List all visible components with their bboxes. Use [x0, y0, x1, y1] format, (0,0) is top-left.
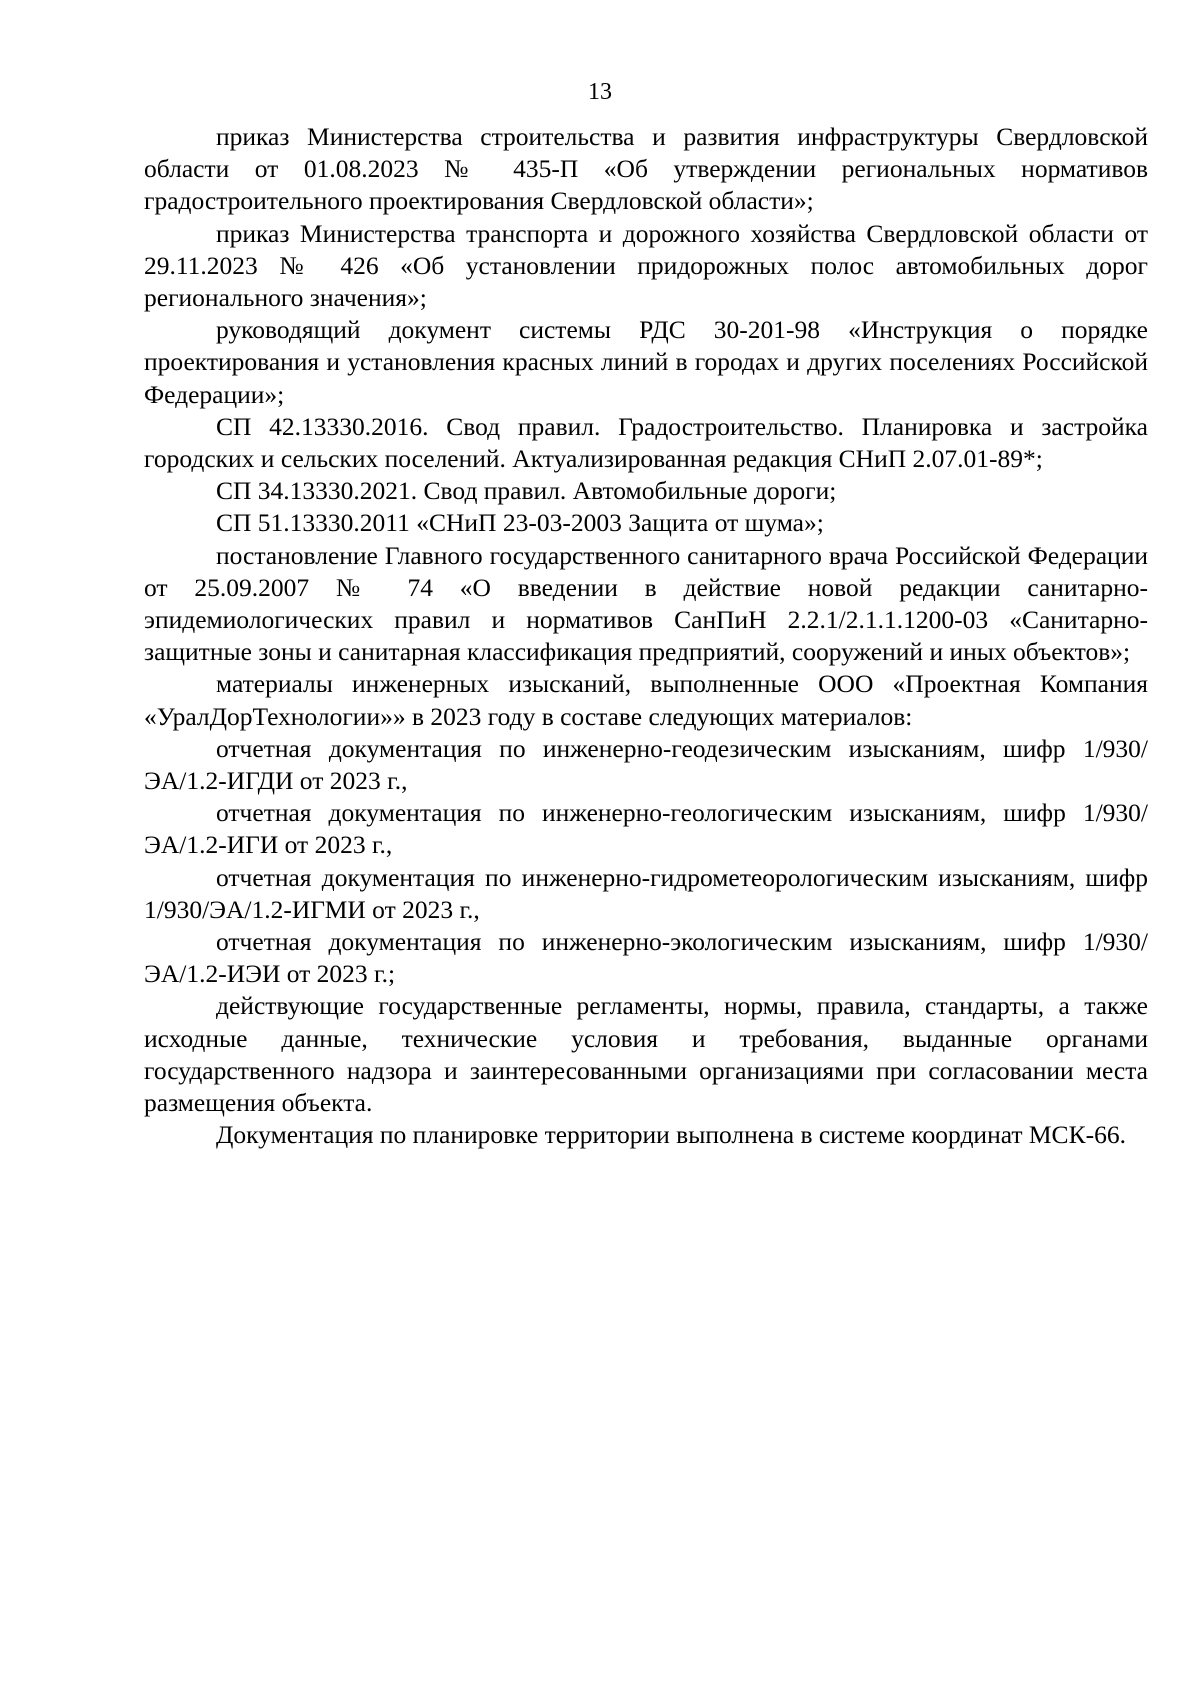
paragraph-regional-norms-order: приказ Министерства строительства и развития инфраструктуры Свердловской области от 01.08.2023 № 435-П «Об утверждении региональных нормативов градостроительного проектирования Свердловской области»;: [144, 122, 1148, 216]
paragraph-geological-survey: отчетная документация по инженерно-геологическим изысканиям, шифр 1/930/ЭА/1.2-ИГИ от 2023 г.,: [144, 798, 1148, 860]
paragraph-rds-red-lines: руководящий документ системы РДС 30-201-98 «Инструкция о порядке проектирования и установления красных линий в городах и других поселениях Российской Федерации»;: [144, 315, 1148, 409]
page-number: 13: [588, 79, 612, 105]
paragraph-sp-51: СП 51.13330.2011 «СНиП 23-03-2003 Защита от шума»;: [216, 508, 824, 538]
paragraph-regulations: действующие государственные регламенты, нормы, правила, стандарты, а также исходные данные, технические условия и требования, выданные органами государственного надзора и заинтересованными организациями при согласовании места размещения объекта.: [144, 991, 1148, 1118]
paragraph-sanpin-resolution: постановление Главного государственного санитарного врача Российской Федерации от 25.09.2007 № 74 «О введении в действие новой редакции санитарно-эпидемиологических правил и нормативов СанПиН 2.2.1/2.1.1.1200-03 «Санитарно-защитные зоны и санитарная классификация предприятий, сооружений и иных объектов»;: [144, 540, 1148, 667]
paragraph-geodetic-survey: отчетная документация по инженерно-геодезическим изысканиям, шифр 1/930/ЭА/1.2-ИГДИ от 2023 г.,: [144, 733, 1148, 796]
paragraph-sp-42: СП 42.13330.2016. Свод правил. Градостроительство. Планировка и застройка городских и сельских поселений. Актуализированная редакция СНиП 2.07.01-89*;: [144, 411, 1148, 474]
paragraph-coordinate-system: Документация по планировке территории выполнена в системе координат МСК-66.: [216, 1120, 1126, 1150]
document-body: [144, 121, 1148, 1152]
paragraph-sp-34: СП 34.13330.2021. Свод правил. Автомобильные дороги;: [216, 476, 837, 506]
paragraph-ecological-survey: отчетная документация по инженерно-экологическим изысканиям, шифр 1/930/ЭА/1.2-ИЭИ от 2023 г.;: [144, 927, 1148, 989]
paragraph-hydrometeorological-survey: отчетная документация по инженерно-гидрометеорологическим изысканиям, шифр 1/930/ЭА/1.2-ИГМИ от 2023 г.,: [144, 862, 1148, 924]
paragraph-roadside-strips-order: приказ Министерства транспорта и дорожного хозяйства Свердловской области от 29.11.2023 № 426 «Об установлении придорожных полос автомобильных дорог регионального значения»;: [144, 218, 1148, 313]
paragraph-survey-materials: материалы инженерных изысканий, выполненные ООО «Проектная Компания «УралДорТехнологии»» в 2023 году в составе следующих материалов:: [144, 669, 1148, 731]
